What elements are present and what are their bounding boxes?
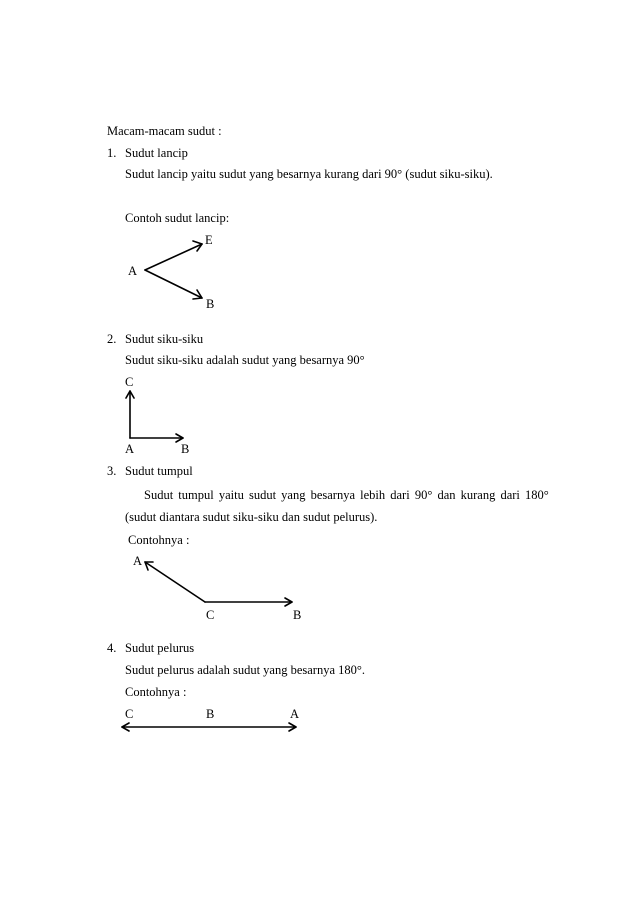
acute-ray-ae [145, 244, 202, 270]
straight-label-b: B [206, 707, 215, 721]
right-angle-diagram [126, 391, 183, 442]
section-2-number: 2. [107, 332, 117, 346]
section-3-example-label: Contohnya : [128, 533, 190, 547]
straight-angle-diagram [122, 723, 296, 731]
page-heading: Macam-macam sudut : [107, 124, 222, 138]
obtuse-label-b: B [293, 608, 302, 622]
section-2-title: Sudut siku-siku [125, 332, 204, 346]
straight-label-c: C [125, 707, 134, 721]
section-1-example-label: Contoh sudut lancip: [125, 211, 230, 225]
right-label-b: B [181, 442, 190, 456]
section-1-number: 1. [107, 146, 117, 160]
section-3-definition-line1: Sudut tumpul yaitu sudut yang besarnya lebih dari 90° dan kurang dari 180° [144, 488, 549, 502]
right-label-a: A [125, 442, 135, 456]
straight-label-a: A [290, 707, 300, 721]
section-4-definition: Sudut pelurus adalah sudut yang besarnya 180°. [125, 663, 366, 677]
acute-label-b: B [206, 297, 215, 311]
section-3-title: Sudut tumpul [125, 464, 193, 478]
section-4-title: Sudut pelurus [125, 641, 195, 655]
section-3-definition-line2: (sudut diantara sudut siku-siku dan sudut pelurus). [125, 510, 378, 524]
acute-label-a: A [128, 264, 138, 278]
obtuse-ray-ca [145, 562, 205, 602]
section-1-title: Sudut lancip [125, 146, 188, 160]
obtuse-label-c: C [206, 608, 215, 622]
obtuse-label-a: A [133, 554, 143, 568]
section-1-definition: Sudut lancip yaitu sudut yang besarnya kurang dari 90° (sudut siku-siku). [125, 167, 493, 181]
section-3-number: 3. [107, 464, 117, 478]
section-4-number: 4. [107, 641, 117, 655]
section-4-example-label: Contohnya : [125, 685, 187, 699]
acute-ray-ab [145, 270, 202, 298]
acute-label-e: E [205, 233, 213, 247]
right-label-c: C [125, 375, 134, 389]
acute-angle-diagram [145, 241, 202, 299]
obtuse-angle-diagram [145, 562, 292, 606]
section-2-definition: Sudut siku-siku adalah sudut yang besarnya 90° [125, 353, 365, 367]
